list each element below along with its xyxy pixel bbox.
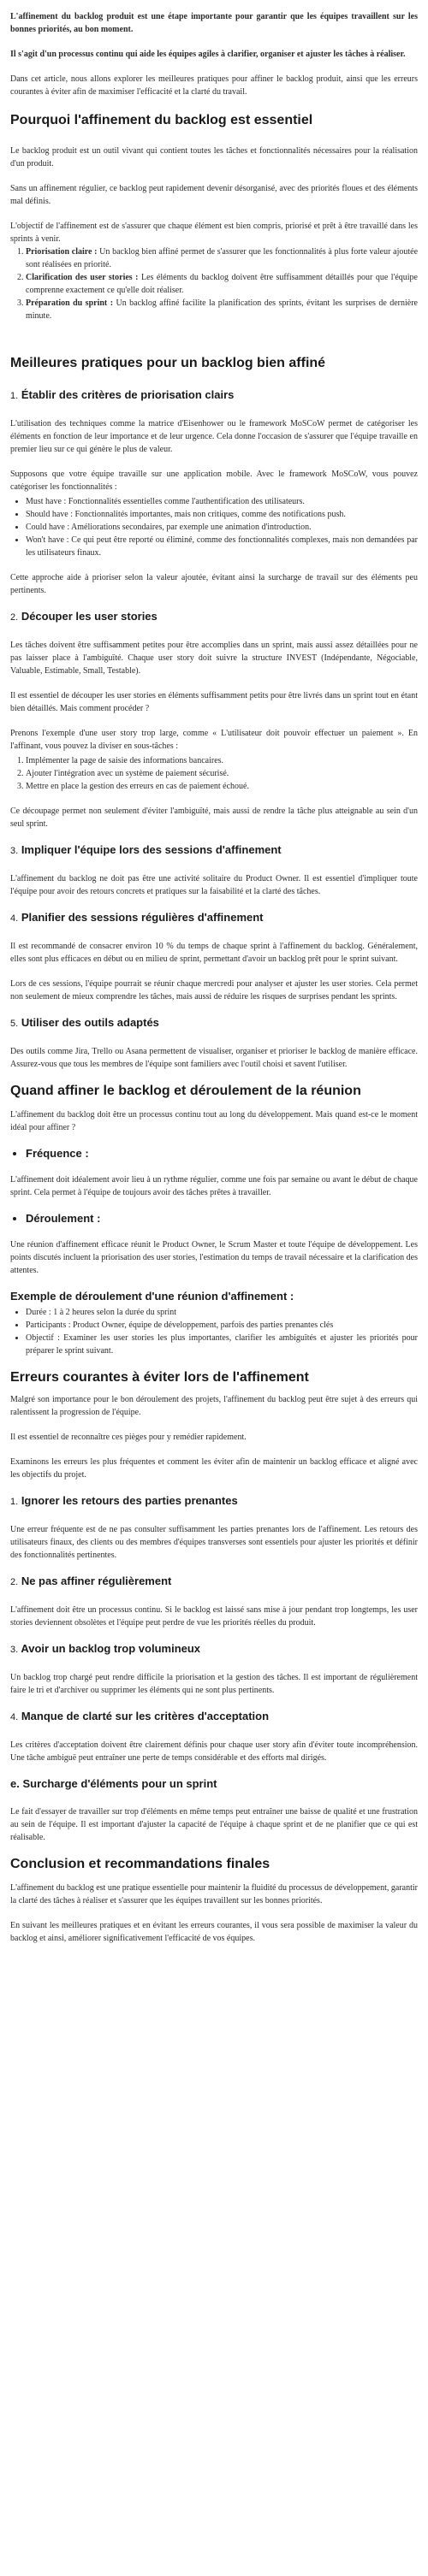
why-item — [26, 297, 418, 322]
error-3-text: Un backlog trop chargé peut rendre difficile la priorisation et la gestion des tâches. Il est important de régulièrement faire le tri et d'archiver ou supprimer les éléments qui ne sont plus pertinents. — [10, 1673, 418, 1695]
section-title: Manque de clarté sur les critères d'acceptation — [21, 1710, 270, 1722]
intro-text: Dans cet article, nous allons explorer les meilleures pratiques pour affiner le backlog produit, ainsi que les erreurs courantes à éviter afin de maximiser l'efficacité et la clarté du travail. — [10, 74, 418, 97]
section-number: 4. — [10, 1712, 19, 1722]
section-title: Découper les user stories — [21, 610, 158, 623]
list-item: • Won't have : Ce qui peut être reporté ou éliminé, comme des fonctionnalités complexes, mais non demandées par les utilisateurs finaux. — [26, 534, 418, 559]
section-number: 2. — [10, 1577, 19, 1587]
best-s3-heading — [10, 842, 418, 859]
section-title: Planifier des sessions régulières d'affinement — [21, 911, 264, 924]
best-s4-heading — [10, 910, 418, 926]
best-s2-p2: Il est essentiel de découper les user stories en éléments suffisamment petits pour être livrés dans un sprint tout en étant bien détaillés. Mais comment procéder ? — [10, 691, 418, 713]
why-item-text: Un backlog bien affiné permet de s'assurer que les fonctionnalités à plus forte valeur ajoutée sont réalisées en priorité. — [26, 247, 419, 269]
list-item: 2. Ajouter l'intégration avec un système de paiement sécurisé. — [26, 767, 418, 780]
why-item — [26, 271, 418, 297]
best-s3-p1: L'affinement du backlog ne doit pas être une activité solitaire du Product Owner. Il est essentiel d'impliquer toute l'équipe pour avoir des retours concrets et pratiques sur la faisabilité et la clarté des tâches. — [10, 874, 418, 896]
error-5-heading — [10, 1776, 418, 1792]
best-s1-p2: Supposons que votre équipe travaille sur une application mobile. Avec le framework MoSCoW, vous pouvez catégoriser les fonctionnalités : — [10, 470, 418, 492]
section-number: 3. — [10, 1645, 19, 1655]
best-s2-p3: Prenons l'exemple d'une user story trop large, comme « L'utilisateur doit pouvoir effectuer un paiement ». En l'affinant, vous pouvez la diviser en sous-tâches : — [10, 729, 418, 751]
list-item: • Participants : Product Owner, équipe de développement, parfois des parties prenantes clés — [26, 1319, 418, 1332]
why-p2: Sans un affinement régulier, ce backlog peut rapidement devenir désorganisé, avec des priorités floues et des éléments mal définis. — [10, 184, 418, 206]
list-item: • Must have : Fonctionnalités essentielles comme l'authentification des utilisateurs. — [26, 495, 418, 508]
why-item — [26, 245, 418, 271]
list-item: • Objectif : Examiner les user stories les plus importantes, clarifier les ambiguïtés et ajuster les priorités pour préparer le sprint suivant. — [26, 1332, 418, 1357]
best-heading: Meilleures pratiques pour un backlog bien affiné — [10, 356, 326, 370]
error-4-text: Les critères d'acceptation doivent être clairement définis pour chaque user story afin d'éviter toute incompréhension. Une tâche ambiguë peut entraîner une perte de temps considérable et des efforts mal dirigés. — [10, 1740, 418, 1763]
when-p1: L'affinement du backlog doit être un processus continu tout au long du développement. Mais quand est-ce le moment idéal pour affiner ? — [10, 1110, 418, 1132]
why-list — [26, 245, 418, 322]
section-number: 3. — [10, 846, 19, 856]
freq-heading-list — [26, 1146, 418, 1161]
list-item: 1. Implémenter la page de saisie des informations bancaires. — [26, 754, 418, 767]
list-item: 3. Mettre en place la gestion des erreurs en cas de paiement échoué. — [26, 780, 418, 793]
section-title: Ignorer les retours des parties prenantes — [21, 1494, 238, 1507]
section-title: Surcharge d'éléments pour un sprint — [22, 1777, 217, 1790]
section-number: 5. — [10, 1019, 19, 1029]
conclusion-heading: Conclusion et recommandations finales — [10, 1857, 270, 1871]
section-number: e. — [10, 1777, 20, 1790]
best-s2-p4: Ce découpage permet non seulement d'éviter l'ambiguïté, mais aussi de rendre la tâche plus atteignable au sein d'un seul sprint. — [10, 806, 418, 829]
errors-p3: Examinons les erreurs les plus fréquentes et comment les éviter afin de maintenir un backlog efficace et aligné avec les objectifs du projet. — [10, 1457, 418, 1480]
error-3-heading — [10, 1641, 418, 1657]
best-s2-heading — [10, 609, 418, 625]
why-p3: L'objectif de l'affinement est de s'assurer que chaque élément est bien compris, priorisé et prêt à être travaillé dans les sprints à venir. — [10, 222, 418, 244]
meeting-example-heading: Exemple de déroulement d'une réunion d'affinement : — [10, 1290, 294, 1303]
section-title: Avoir un backlog trop volumineux — [21, 1642, 201, 1655]
error-1-text: Une erreur fréquente est de ne pas consulter suffisamment les parties prenantes lors de l'affinement. Les retours des utilisateurs finaux, des clients ou des membres d'équipes transverses sont essentiels pour ajuster les priorités et définir des fonctionnalités pertinentes. — [10, 1525, 418, 1560]
conclusion-p2: En suivant les meilleures pratiques et en évitant les erreurs courantes, il vous sera possible de maximiser la valeur du backlog et ainsi, améliorer significativement l'efficacité de vos équipes. — [10, 1921, 418, 1943]
meeting-example-list — [26, 1306, 418, 1357]
errors-heading: Erreurs courantes à éviter lors de l'affinement — [10, 1370, 309, 1385]
section-title: Impliquer l'équipe lors des sessions d'affinement — [21, 843, 282, 856]
freq-heading: • Fréquence : — [26, 1146, 418, 1161]
list-item: • Should have : Fonctionnalités importantes, mais non critiques, comme des notifications push. — [26, 508, 418, 521]
intro-lead-2: Il s'agit d'un processus continu qui aide les équipes agiles à clarifier, organiser et ajuster les tâches à réaliser. — [10, 50, 406, 59]
section-number: 2. — [10, 612, 19, 623]
conclusion-p1: L'affinement du backlog est une pratique essentielle pour maintenir la fluidité du processus de développement, garantir la clarté des tâches à réaliser et s'assurer que les équipes travaillent sur les bonnes priorités. — [10, 1883, 418, 1905]
when-heading: Quand affiner le backlog et déroulement de la réunion — [10, 1084, 361, 1098]
section-number: 1. — [10, 1497, 19, 1507]
dev-heading-list — [26, 1211, 418, 1226]
freq-text: L'affinement doit idéalement avoir lieu à un rythme régulier, comme une fois par semaine ou avant le début de chaque sprint. Cela permet à l'équipe de toujours avoir des tâches prêtes à travailler. — [10, 1175, 418, 1197]
intro-lead: L'affinement du backlog produit est une étape importante pour garantir que les équipes travaillent sur les bonnes priorités, au bon moment. — [10, 12, 418, 34]
section-number: 1. — [10, 391, 19, 401]
section-title: Ne pas affiner régulièrement — [21, 1575, 172, 1587]
why-item-label: Clarification des user stories : — [26, 273, 139, 282]
section-number: 4. — [10, 913, 19, 924]
why-item-text: Un backlog affiné facilite la planification des sprints, évitant les surprises de dernière minute. — [26, 298, 418, 321]
dev-text: Une réunion d'affinement efficace réunit le Product Owner, le Scrum Master et toute l'équipe de développement. Les points discutés incluent la priorisation des user stories, l'estimation du temps de travail nécessaire et la clarification des attentes. — [10, 1240, 418, 1275]
list-item: • Durée : 1 à 2 heures selon la durée du sprint — [26, 1306, 418, 1319]
list-item: • Could have : Améliorations secondaires, par exemple une animation d'introduction. — [26, 521, 418, 534]
error-5-text: Le fait d'essayer de travailler sur trop d'éléments en même temps peut entraîner une baisse de qualité et une frustration au sein de l'équipe. Il est important d'ajuster la capacité de l'équipe à chaque sprint et de ne planifier que ce qui est réalisable. — [10, 1807, 418, 1842]
why-item-label: Préparation du sprint : — [26, 298, 114, 308]
best-s4-p2: Lors de ces sessions, l'équipe pourrait se réunir chaque mercredi pour analyser et ajuster les user stories. Cela permet non seulement de mieux comprendre les tâches, mais aussi de réduire les risques de surprises pendant les sprints. — [10, 979, 418, 1001]
errors-p1: Malgré son importance pour le bon déroulement des projets, l'affinement du backlog peut être sujet à des erreurs qui ralentissent la progression de l'équipe. — [10, 1395, 418, 1417]
errors-p2: Il est essentiel de reconnaître ces pièges pour y remédier rapidement. — [10, 1433, 247, 1442]
best-s2-p1: Les tâches doivent être suffisamment petites pour être accomplies dans un sprint, mais aussi assez détaillées pour ne pas laisser place à l'ambiguïté. Chaque user story doit suivre la structure INVEST (Indépendante, Négociable, Valuable, Estimable, Small, Testable). — [10, 641, 418, 676]
why-item-label: Priorisation claire : — [26, 247, 98, 257]
error-4-heading — [10, 1709, 418, 1725]
best-s1-p3: Cette approche aide à prioriser selon la valeur ajoutée, évitant ainsi la surcharge de travail sur des éléments peu pertinents. — [10, 573, 418, 595]
error-2-heading — [10, 1574, 418, 1590]
moscow-list — [26, 495, 418, 559]
dev-heading: • Déroulement : — [26, 1211, 418, 1226]
best-s1-p1: L'utilisation des techniques comme la matrice d'Eisenhower ou le framework MoSCoW permet de catégoriser les éléments en fonction de leur importance et de leur urgence. Cela donne l'occasion de s'assurer que l'équipe travaille en premier lieu sur ce qui génère le plus de valeur. — [10, 419, 418, 454]
section-title: Établir des critères de priorisation clairs — [21, 388, 235, 401]
section-title: Utiliser des outils adaptés — [21, 1016, 159, 1029]
best-s5-heading — [10, 1015, 418, 1031]
payment-list — [26, 754, 418, 793]
error-1-heading — [10, 1493, 418, 1510]
why-heading: Pourquoi l'affinement du backlog est essentiel — [10, 113, 313, 127]
best-s5-p1: Des outils comme Jira, Trello ou Asana permettent de visualiser, organiser et prioriser le backlog de manière efficace. Assurez-vous que tous les membres de l'équipe sont familiers avec l'outil choisi et savent l'utiliser. — [10, 1047, 418, 1069]
why-item-text: Les éléments du backlog doivent être suffisamment détaillés pour que l'équipe comprenne exactement ce qu'elle doit réaliser. — [26, 273, 418, 295]
why-p1: Le backlog produit est un outil vivant qui contient toutes les tâches et fonctionnalités nécessaires pour la réalisation d'un produit. — [10, 146, 418, 168]
best-s4-p1: Il est recommandé de consacrer environ 10 % du temps de chaque sprint à l'affinement du backlog. Généralement, elles sont plus efficaces en début ou en milieu de sprint, permettant d'avoir un backlog prêt pour le sprint suivant. — [10, 942, 418, 964]
error-2-text: L'affinement doit être un processus continu. Si le backlog est laissé sans mise à jour pendant trop longtemps, les user stories deviennent obsolètes et l'équipe peut perdre de vue les priorités réelles du produit. — [10, 1605, 418, 1628]
best-s1-heading — [10, 387, 418, 404]
